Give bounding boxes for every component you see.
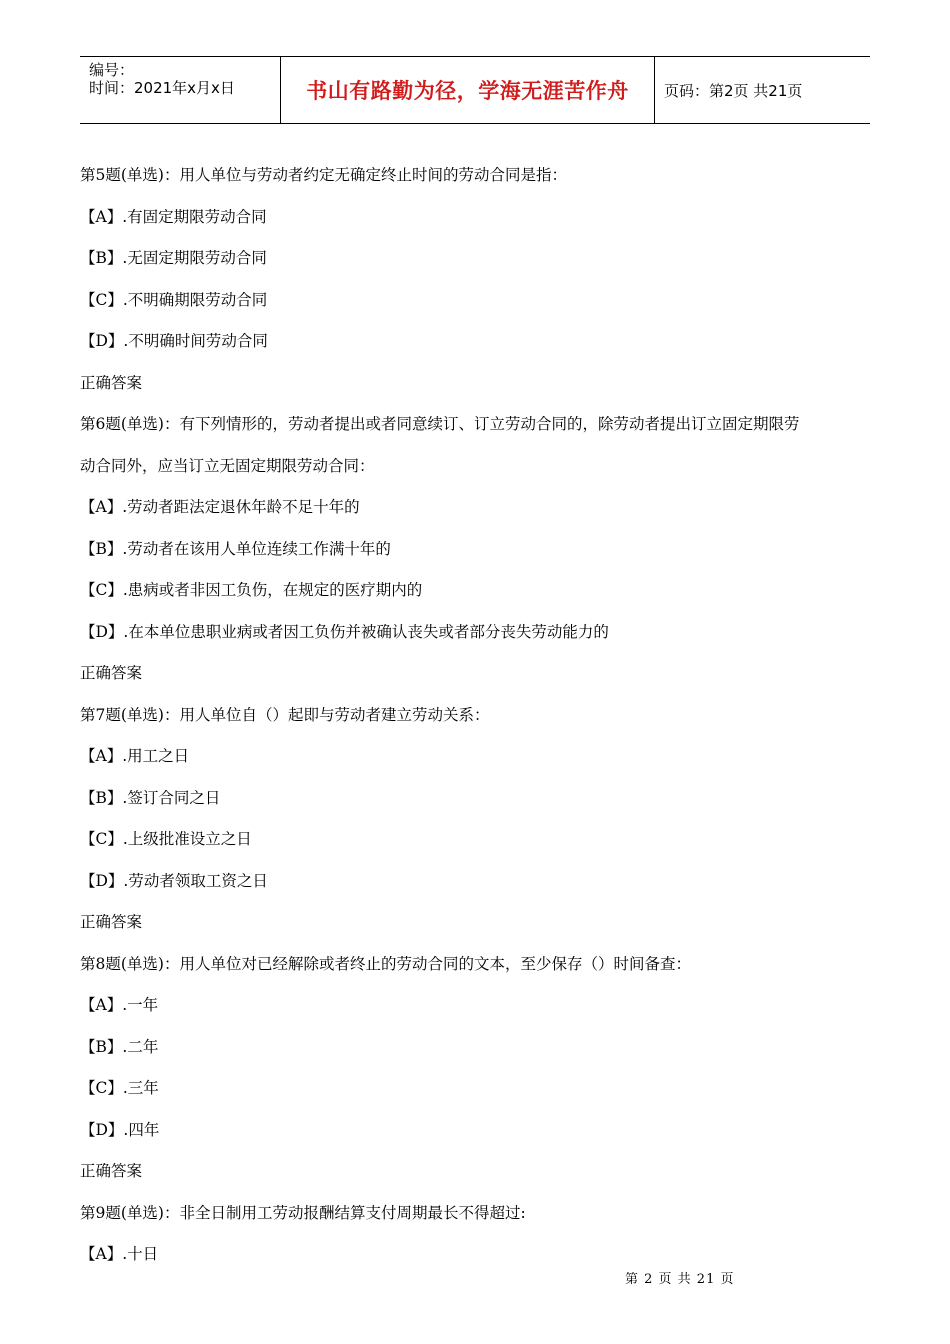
header-page-info: 页码：第2页 共21页 [664, 81, 803, 100]
page-footer: 第 2 页 共 21 页 [625, 1272, 735, 1287]
question-stem: 动合同外，应当订立无固定期限劳动合同： [80, 456, 375, 475]
question-stem: 第9题(单选)：非全日制用工劳动报酬结算支付周期最长不得超过: [80, 1203, 526, 1222]
question-block [80, 1193, 870, 1276]
answer-option: 【A】.劳动者距法定退休年龄不足十年的 [80, 498, 360, 516]
answer-option: 【A】.一年 [80, 996, 159, 1014]
answer-option: 【C】.不明确期限劳动合同 [80, 290, 268, 309]
question-stem: 第6题(单选)：有下列情形的，劳动者提出或者同意续订、订立劳动合同的，除劳动者提出订立固定期限劳 [80, 415, 800, 433]
correct-answer-label: 正确答案 [80, 1162, 143, 1180]
question-stem: 第5题(单选)：用人单位与劳动者约定无确定终止时间的劳动合同是指： [80, 166, 567, 184]
question-list [80, 155, 870, 1276]
answer-option: 【A】.十日 [80, 1245, 159, 1263]
answer-option: 【B】.签订合同之日 [80, 788, 221, 807]
answer-option: 【C】.患病或者非因工负伤，在规定的医疗期内的 [80, 581, 423, 599]
correct-answer-label: 正确答案 [80, 913, 143, 931]
question-block [80, 944, 870, 1193]
answer-option: 【B】.无固定期限劳动合同 [80, 249, 267, 267]
correct-answer-label: 正确答案 [80, 373, 143, 392]
answer-option: 【B】.劳动者在该用人单位连续工作满十年的 [80, 539, 391, 558]
answer-option: 【C】.上级批准设立之日 [80, 830, 252, 848]
answer-option: 【A】.用工之日 [80, 747, 190, 765]
answer-option: 【D】.在本单位患职业病或者因工负伤并被确认丧失或者部分丧失劳动能力的 [80, 622, 609, 641]
answer-option: 【D】.四年 [80, 1120, 160, 1139]
question-block [80, 404, 870, 695]
document-time-label: 时间：2021年x月x日 [89, 79, 235, 97]
answer-option: 【B】.二年 [80, 1037, 159, 1056]
question-block [80, 155, 870, 404]
page-header [80, 56, 870, 124]
answer-option: 【A】.有固定期限劳动合同 [80, 207, 267, 226]
question-stem: 第8题(单选)：用人单位对已经解除或者终止的劳动合同的文本，至少保存（）时间备查： [80, 954, 691, 973]
header-meta [80, 57, 281, 123]
header-motto: 书山有路勤为径，学海无涯苦作舟 [281, 57, 655, 123]
answer-option: 【C】.三年 [80, 1079, 159, 1097]
answer-option: 【D】.劳动者领取工资之日 [80, 871, 268, 890]
answer-option: 【D】.不明确时间劳动合同 [80, 332, 268, 350]
correct-answer-label: 正确答案 [80, 664, 143, 682]
question-block [80, 695, 870, 944]
question-stem: 第7题(单选)：用人单位自（）起即与劳动者建立劳动关系： [80, 705, 490, 724]
document-number-label: 编号： [89, 61, 135, 79]
